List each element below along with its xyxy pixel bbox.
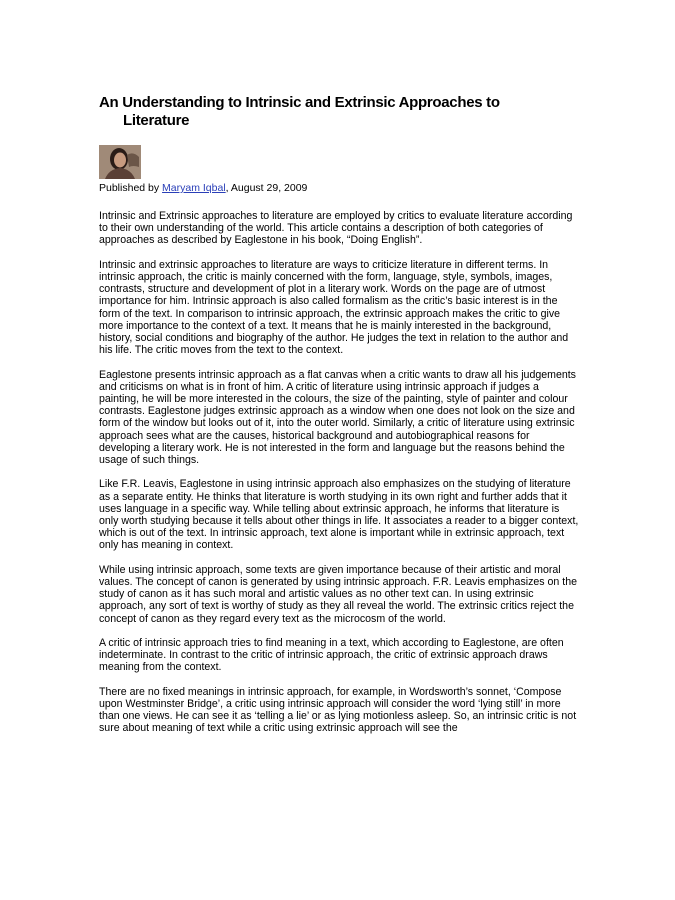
article-body [99,210,581,747]
title-line-1: An Understanding to Intrinsic and Extrinsic Approaches to [99,94,500,111]
author-photo-icon [99,145,141,179]
byline-date: , August 29, 2009 [225,182,308,194]
byline-prefix: Published by [99,182,163,194]
paragraph: Eaglestone presents intrinsic approach as a flat canvas when a critic wants to draw all his judgements and criticisms on what is in front of him. A critic of literature using intrinsic approach if judges a painting, he will be more interested in the colours, the size of the painting, style of painter and colour contrasts. Eaglestone judges extrinsic approach as a window when one does not look on the size and form of the window but looks out of it, into the outer world. Similarly, a critic of literature using extrinsic approach sees what are the causes, historical background and autobiographical reasons for developing a literary work. He is not interested in the form and language but the reasons behind the usage of such things. [99,368,576,467]
author-avatar [99,145,141,179]
author-link[interactable]: Maryam Iqbal [162,182,226,194]
paragraph: A critic of intrinsic approach tries to find meaning in a text, which according to Eaglestone, are often indeterminate. In contrast to the critic of intrinsic approach, the critic of extrinsic approach draws meaning from the context. [99,637,564,674]
byline [99,182,307,195]
paragraph: Intrinsic and extrinsic approaches to literature are ways to criticize literature in different terms. In intrinsic approach, the critic is mainly concerned with the form, language, style, symbols, images, contrasts, structure and development of plot in a literary work. Words on the page are of utmost importance for him. Intrinsic approach is also called formalism as the critic’s basic interest is in the form of the text. In comparison to intrinsic approach, the extrinsic approach makes the critic to give more importance to the context of a text. It means that he is mainly interested in the background, history, social conditions and biography of the author. He judges the text in relation to the author and his life. The critic moves from the text to the context. [99,258,569,357]
article-title [99,94,581,130]
article-header [99,94,581,130]
paragraph: Intrinsic and Extrinsic approaches to literature are employed by critics to evaluate literature according to their own understanding of the world. This article contains a description of both categories of approaches as described by Eaglestone in his book, “Doing English”. [99,210,573,247]
title-line-2: Literature [123,112,190,129]
paragraph: There are no fixed meanings in intrinsic approach, for example, in Wordsworth’s sonnet, ‘Compose upon Westminster Bridge’, a critic using intrinsic approach will consider the word ‘lying still’ in more than one views. He can see it as ‘telling a lie’ or as lying motionless asleep. So, an intrinsic critic is not sure about meaning of text while a critic using extrinsic approach will see the [99,685,577,735]
paragraph: While using intrinsic approach, some texts are given importance because of their artistic and moral values. The concept of canon is generated by using intrinsic approach. F.R. Leavis emphasizes on the study of canon as it has such moral and artistic values as no other text can. In using extrinsic approach, any sort of text is worthy of study as they all reveal the world. The extrinsic critics reject the concept of canon as they regard every text as the microcosm of the world. [99,563,577,625]
paragraph: Like F.R. Leavis, Eaglestone in using intrinsic approach also emphasizes on the studying of literature as a separate entity. He thinks that literature is worth studying in its own right and further adds that it uses language in a specific way. While telling about extrinsic approach, he informs that literature is only worth studying because it tells about other things in life. It associates a reader to a bigger context, which is out of the text. In intrinsic approach, text alone is important while in extrinsic approach, text only has meaning in context. [99,478,579,552]
